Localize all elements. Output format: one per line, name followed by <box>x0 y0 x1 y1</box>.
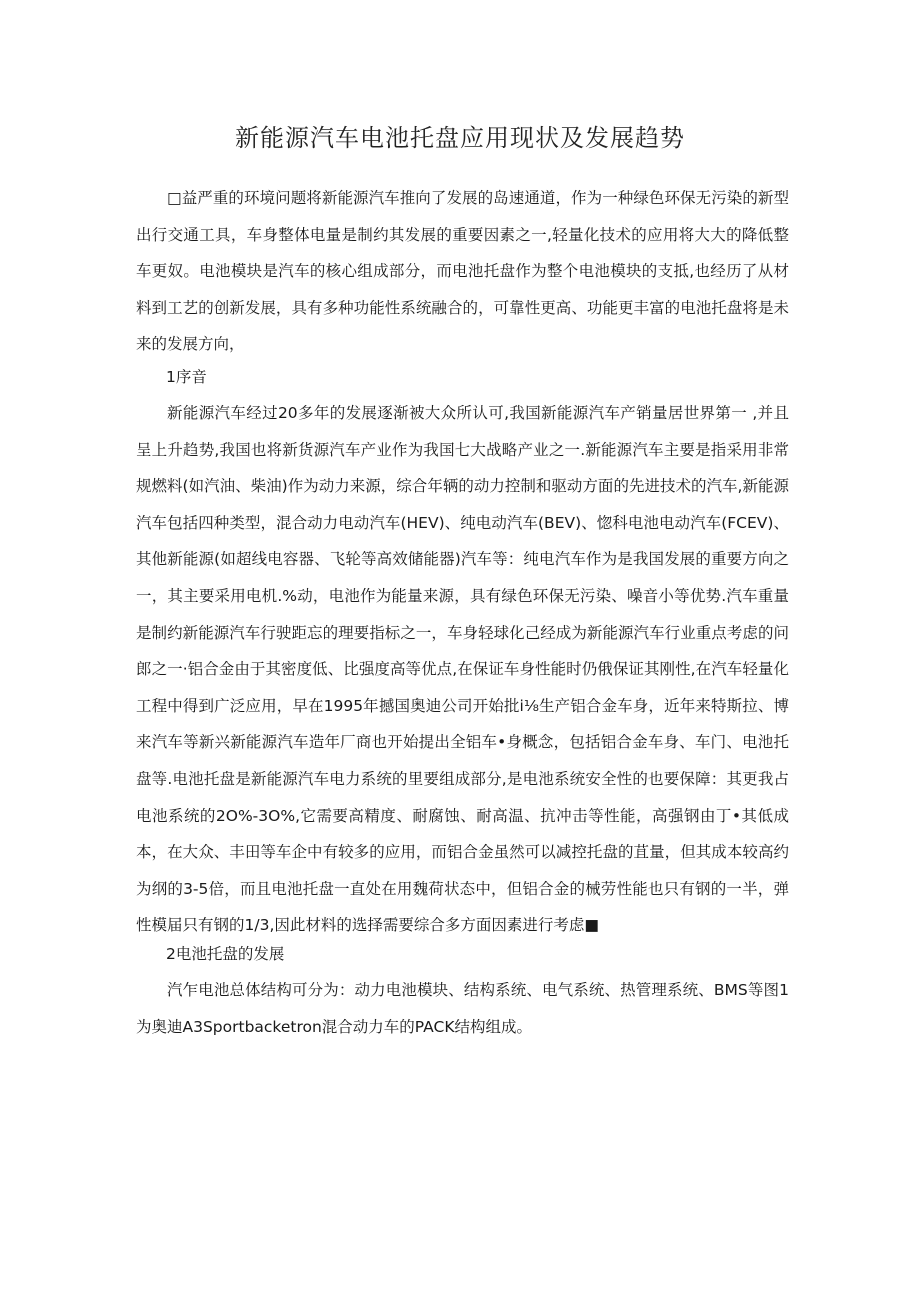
section-2-paragraph: 汽乍电池总体结构可分为：动力电池模块、结构系统、电气系统、热管理系统、BMS等图1为奥迪A3Sportbacketron混合动力车的PACK结构组成。 <box>136 981 789 1036</box>
section-1-heading: 1序音 <box>166 368 207 386</box>
section-1-paragraph: 新能源汽车经过20多年的发展逐渐被大众所认可,我国新能源汽车产销量居世界第一 ,并且呈上升趋势,我国也将新货源汽车产业作为我国七大战略产业之一.新能源汽车主要是指采用非常规燃料(如汽油、柴油)作为动力来源，综合年辆的动力控制和驱动方面的先进技术的汽车,新能源汽车包括四种类型，混合动力电动汽车(HEV)、纯电动汽车(BEV)、惚科电池电动汽车(FCEV)、其他新能源(如超线电容器、飞轮等高效储能器)汽车等：纯电汽车作为是我国发展的重要方向之一，其主要采用电机.%动，电池作为能量来源，具有绿色环保无污染、噪音小等优势.汽车重量是制约新能源汽车行驶距忘的理要指标之一，车身轻球化己经成为新能源汽车行业重点考虑的问郎之一·铝合金由于其密度低、比强度高等优点,在保证车身性能时仍俄保证其刚性,在汽车轻量化工程中得到广泛应用，早在1995年撼国奥迪公司开始批i⅛生产铝合金车身，近年来特斯拉、博来汽车等新兴新能源汽车造年厂商也开始提出全铝车•身概念，包括铝合金车身、车门、电池托盘等.电池托盘是新能源汽车电力系统的里要组成部分,是电池系统安全性的也要保障：其更我占电池系统的2O%-3O%,它需要高精度、耐腐蚀、耐高温、抗冲击等性能，高强钢由丁•其低成本，在大众、丰田等车企中有较多的应用，而铝合金虽然可以减控托盘的苴量，但其成本较高约为纲的3-5倍，而且电池托盘一直处在用魏荷状态中，但铝合金的械劳性能也只有钢的一半，弹性模届只有钢的1/3,因此材料的选择需要综合多方面因素进行考虑■ <box>136 404 789 935</box>
section-2-heading: 2电池托盘的发展 <box>166 945 285 963</box>
intro-paragraph: □益严重的环境问题将新能源汽车推向了发展的岛速通道，作为一种绿色环保无污染的新型出行交通工具，车身整体电量是制约其发展的重要因素之一,轻量化技术的应用将大大的降低整车更奴。电池模块是汽车的核心组成部分，而电池托盘作为整个电池模块的支抵,也经历了从材料到工艺的创新发展，具有多种功能性系统融合的，可靠性更高、功能更丰富的电池托盘将是未来的发展方向， <box>136 189 789 354</box>
document-title: 新能源汽车电池托盘应用现状及发展趋势 <box>235 124 685 152</box>
